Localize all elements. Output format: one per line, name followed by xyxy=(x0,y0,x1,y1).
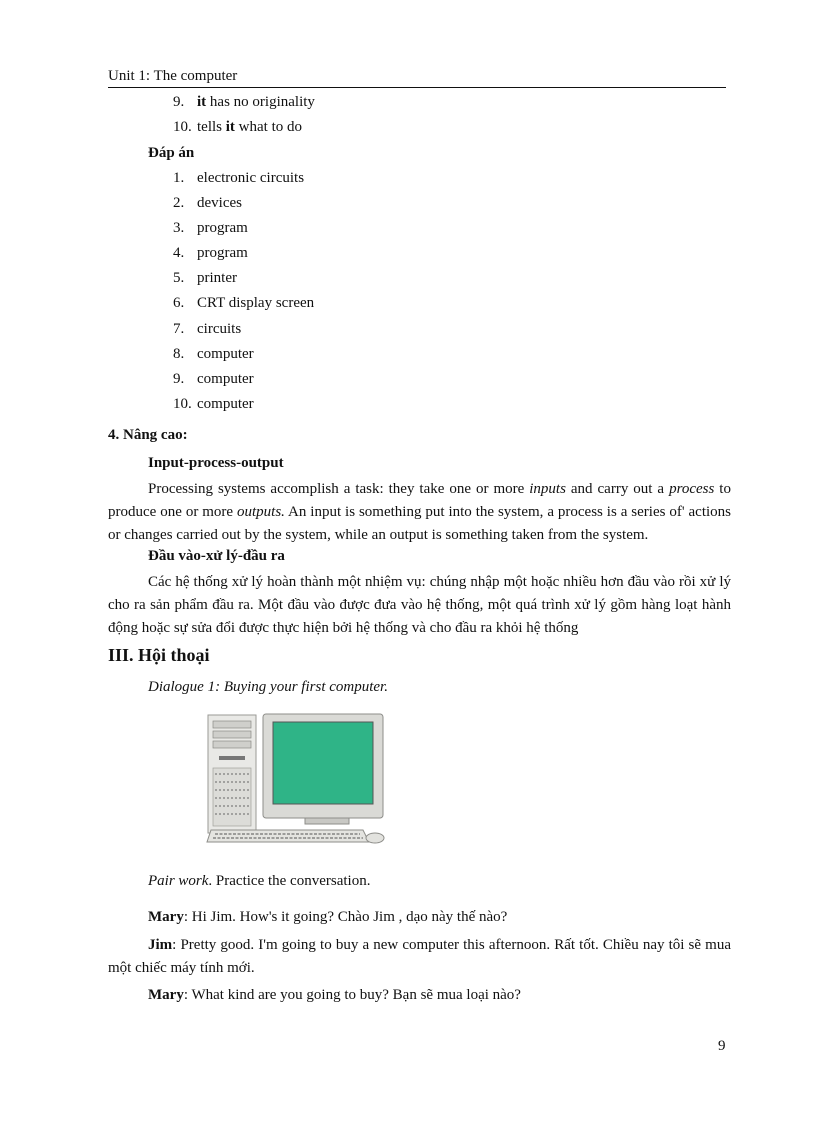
page-number: 9 xyxy=(718,1038,726,1054)
answer-item: 10. computer xyxy=(173,396,254,412)
answer-item: 3. program xyxy=(173,220,248,236)
vietnamese-subheading: Đầu vào-xử lý-đầu ra xyxy=(148,548,285,564)
answer-item: 2. devices xyxy=(173,195,242,211)
answers-heading: Đáp án xyxy=(148,145,195,161)
answer-item: 9. computer xyxy=(173,371,254,387)
answer-item: 8. computer xyxy=(173,346,254,362)
dialogue-line: Mary: Hi Jim. How's it going? Chào Jim , dạo này thế nào? xyxy=(148,909,508,925)
desktop-computer-illustration xyxy=(205,712,390,847)
dialogue-line: Mary: What kind are you going to buy? Bạn sẽ mua loại nào? xyxy=(148,987,521,1003)
answer-item: 5. printer xyxy=(173,270,237,286)
mouse-icon xyxy=(366,833,384,843)
dialogue-title: Dialogue 1: Buying your first computer. xyxy=(148,679,388,695)
dialogue-line: Jim: Pretty good. I'm going to buy a new computer this afternoon. Rất tốt. Chiều nay tôi sẽ mua một chiếc máy tính mới. xyxy=(108,937,731,976)
answer-item: 1. electronic circuits xyxy=(173,170,305,186)
section-heading: III. Hội thoại xyxy=(108,645,210,665)
pair-work-instruction: Pair work. Practice the conversation. xyxy=(148,873,371,889)
keyboard-icon xyxy=(207,830,369,842)
vietnamese-paragraph: Các hệ thống xử lý hoàn thành một nhiệm vụ: chúng nhập một hoặc nhiều hơn đầu vào rồi xử lý cho ra sản phẩm đầu ra. Một đầu vào được đưa vào hệ thống, một quá trình xử lý gồm hàng loạt hành động hoặc sự sửa đổi được thực hiện bởi hệ thống và cho đầu ra khỏi hệ thống xyxy=(108,574,731,636)
english-paragraph: Processing systems accomplish a task: they take one or more inputs and carry out a process to produce one or more outputs. An input is something put into the system, a process is a series of' actions or changes carried out by the system, while an output is something taken from the system. xyxy=(108,481,731,543)
advanced-heading: 4. Nâng cao: xyxy=(108,427,188,443)
tower-case-icon xyxy=(208,715,256,833)
list-item: 9. it has no originality xyxy=(173,94,315,110)
list-item: 10. tells it what to do xyxy=(173,119,302,135)
running-header: Unit 1: The computer xyxy=(108,68,726,88)
answer-item: 4. program xyxy=(173,245,248,261)
answer-item: 7. circuits xyxy=(173,321,242,337)
monitor-icon xyxy=(263,714,383,824)
english-subheading: Input-process-output xyxy=(148,455,284,471)
answer-item: 6. CRT display screen xyxy=(173,295,315,311)
